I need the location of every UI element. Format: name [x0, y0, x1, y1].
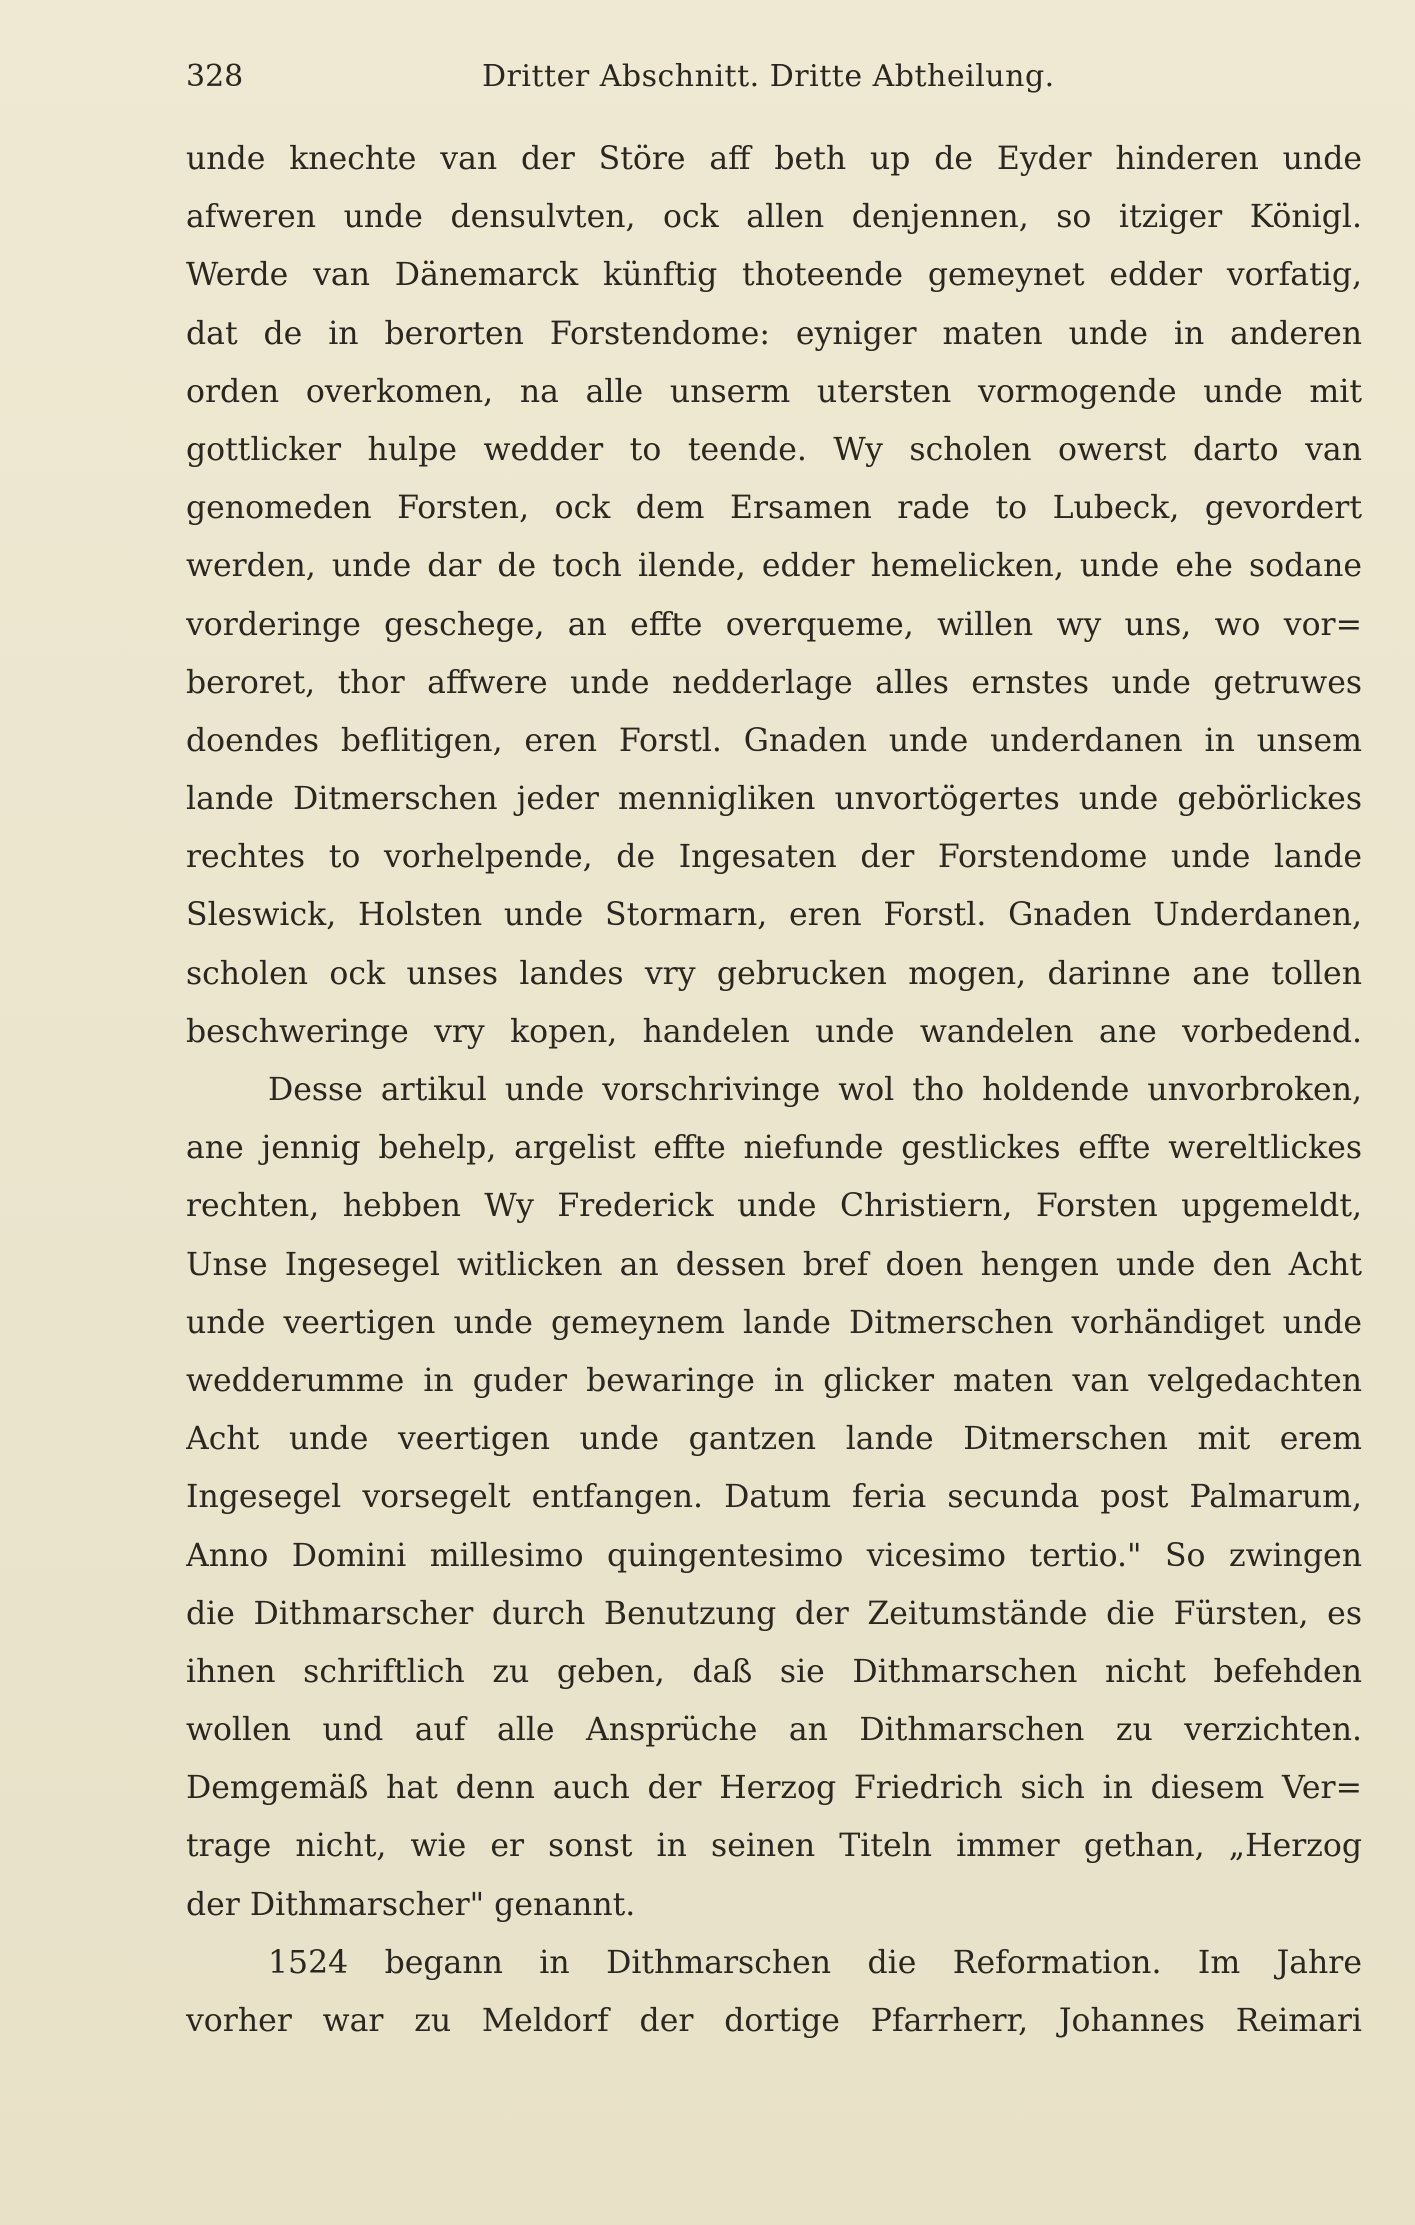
text-line: rechtes to vorhelpende, de Ingesaten der Forstendome unde lande: [186, 839, 1362, 876]
text-line: 1524 begann in Dithmarschen die Reformation. Im Jahre: [268, 1944, 1362, 1981]
text-line: unde veertigen unde gemeynem lande Ditmerschen vorhändiget unde: [186, 1304, 1362, 1341]
text-line: ane jennig behelp, argelist effte niefunde gestlickes effte wereltlickes: [186, 1130, 1362, 1167]
text-line: vorderinge geschege, an effte overqueme, willen wy uns, wo vor=: [186, 606, 1362, 643]
text-line: beschweringe vry kopen, handelen unde wandelen ane vorbedend.: [186, 1013, 1362, 1050]
page-header: [186, 52, 1355, 102]
text-line: beroret, thor affwere unde nedderlage alles ernstes unde getruwes: [186, 664, 1362, 701]
page-number: 328: [186, 59, 244, 94]
text-line: Unse Ingesegel witlicken an dessen bref doen hengen unde den Acht: [186, 1246, 1362, 1283]
text-line: unde knechte van der Störe aff beth up de Eyder hinderen unde: [186, 141, 1362, 177]
text-line: werden, unde dar de toch ilende, edder hemelicken, unde ehe sodane: [186, 548, 1362, 585]
text-line: der Dithmarscher" genannt.: [186, 1886, 636, 1923]
text-line: gottlicker hulpe wedder to teende. Wy scholen owerst darto van: [186, 431, 1362, 468]
text-line: afweren unde densulvten, ock allen denjennen, so itziger Königl.: [186, 199, 1362, 236]
text-line: Anno Domini millesimo quingentesimo vicesimo tertio." So zwingen: [186, 1537, 1362, 1574]
text-line: Sleswick, Holsten unde Stormarn, eren Forstl. Gnaden Underdanen,: [186, 897, 1362, 934]
text-line: trage nicht, wie er sonst in seinen Titeln immer gethan, „Herzog: [186, 1828, 1362, 1865]
text-line: ihnen schriftlich zu geben, daß sie Dithmarschen nicht befehden: [186, 1653, 1362, 1690]
text-line: Desse artikul unde vorschrivinge wol tho holdende unvorbroken,: [268, 1072, 1362, 1108]
text-line: orden overkomen, na alle unserm utersten vormogende unde mit: [186, 373, 1362, 410]
text-line: die Dithmarscher durch Benutzung der Zeitumstände die Fürsten, es: [186, 1595, 1362, 1632]
text-line: scholen ock unses landes vry gebrucken mogen, darinne ane tollen: [186, 955, 1362, 992]
text-line: Ingesegel vorsegelt entfangen. Datum feria secunda post Palmarum,: [186, 1479, 1362, 1516]
text-line: Werde van Dänemarck künftig thoteende gemeynet edder vorfatig,: [186, 257, 1362, 294]
text-line: vorher war zu Meldorf der dortige Pfarrherr, Johannes Reimari: [186, 2003, 1362, 2039]
body-text: [186, 130, 1362, 2050]
text-line: Acht unde veertigen unde gantzen lande Ditmerschen mit erem: [186, 1421, 1362, 1458]
text-line: genomeden Forsten, ock dem Ersamen rade to Lubeck, gevordert: [186, 490, 1362, 527]
text-line: Demgemäß hat denn auch der Herzog Friedrich sich in diesem Ver=: [186, 1770, 1362, 1807]
running-head: Dritter Abschnitt. Dritte Abtheilung.: [482, 59, 1055, 94]
text-line: lande Ditmerschen jeder mennigliken unvortögertes unde gebörlickes: [186, 781, 1362, 818]
text-line: rechten, hebben Wy Frederick unde Christiern, Forsten upgemeldt,: [186, 1188, 1362, 1225]
text-line: wedderumme in guder bewaringe in glicker maten van velgedachten: [186, 1362, 1362, 1399]
text-line: dat de in berorten Forstendome: eyniger maten unde in anderen: [186, 315, 1362, 352]
text-line: wollen und auf alle Ansprüche an Dithmarschen zu verzichten.: [186, 1712, 1362, 1749]
text-line: doendes beflitigen, eren Forstl. Gnaden unde underdanen in unsem: [186, 722, 1362, 759]
